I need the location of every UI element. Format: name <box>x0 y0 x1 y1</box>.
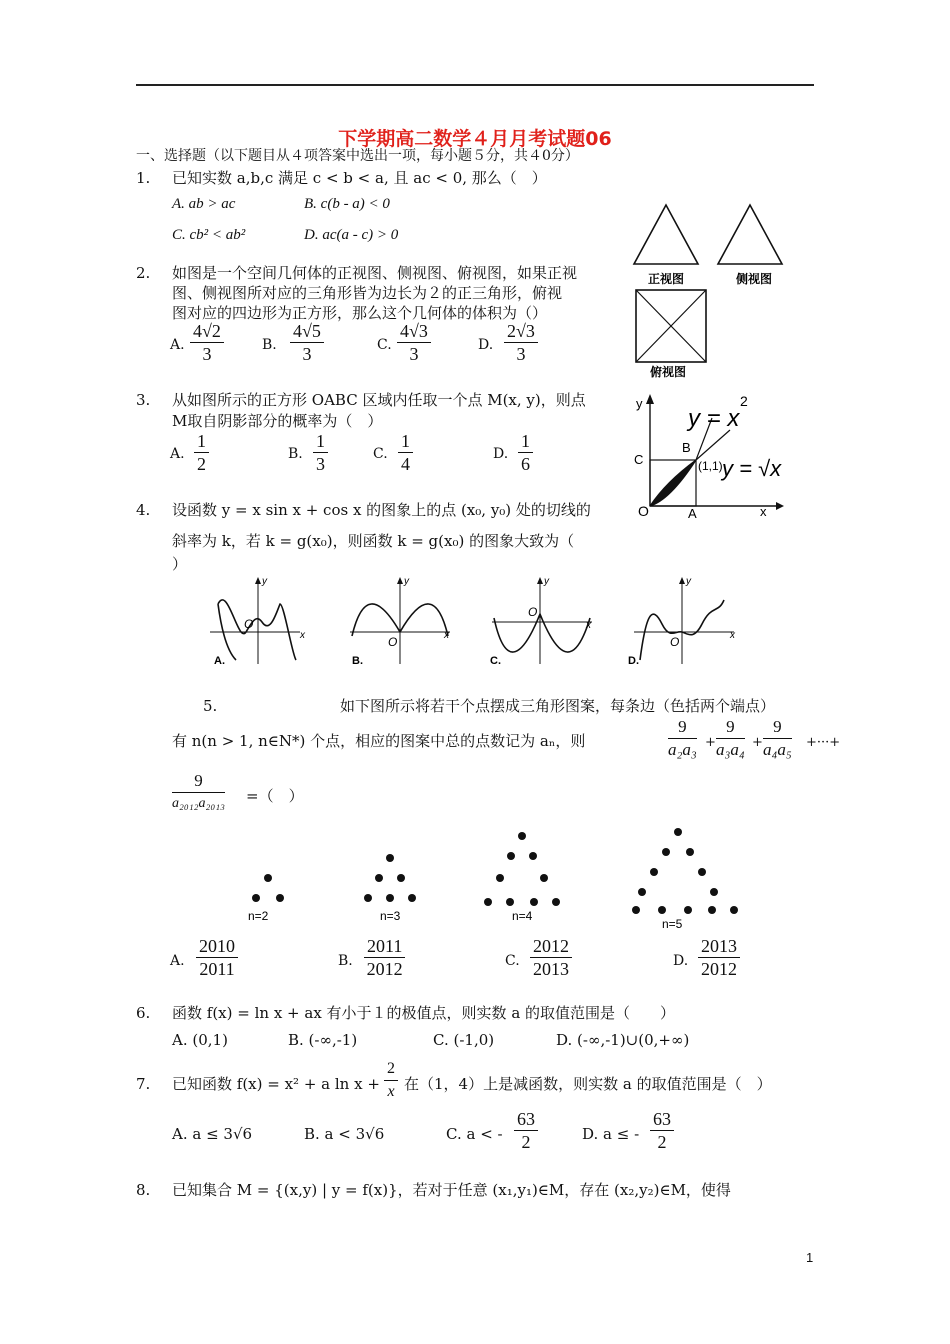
triangle-n3 <box>364 854 416 902</box>
fraction-denominator: 3 <box>516 344 526 364</box>
axis-y-label: y <box>404 576 409 587</box>
q7-option-c-label: C. a < - <box>446 1125 503 1143</box>
fraction-numerator: 4√5 <box>290 320 324 343</box>
fraction-numerator: 2√3 <box>504 320 538 343</box>
fraction-denominator: 2012 <box>701 959 737 979</box>
q2-option-a-fraction <box>190 320 224 365</box>
front-view-label: 正视图 <box>648 272 685 286</box>
origin-label: O <box>244 617 254 631</box>
q6-option-a: A. (0,1) <box>172 1031 228 1049</box>
axis-y-label: y <box>686 576 691 587</box>
q5-sum-term-2 <box>716 716 745 761</box>
fraction-numerator: 2013 <box>698 935 740 958</box>
q5-option-d-fraction <box>698 935 740 980</box>
q5-option-c-label: C. <box>505 953 520 969</box>
q2-option-b-label: B. <box>262 337 277 353</box>
origin-label: O <box>670 635 680 649</box>
q3-option-a-fraction <box>194 430 209 475</box>
q1-stem: 已知实数 a,b,c 满足 c < b < a, 且 ac < 0, 那么（ ） <box>172 169 547 187</box>
curve-sqrt-x-label: y = √x <box>722 456 782 481</box>
q1-number: 1. <box>136 169 151 187</box>
fraction-denominator: a₂a₃ <box>668 740 697 759</box>
axis-x-label: x <box>444 630 449 641</box>
graph-d-label: D. <box>628 655 639 667</box>
q3-region-figure <box>626 382 796 522</box>
axis-y-label: y <box>544 576 549 587</box>
q1-option-b: B. c(b - a) < 0 <box>304 196 390 212</box>
origin-label: O <box>638 503 649 519</box>
q8-stem: 已知集合 M = {(x,y) | y = f(x)}，若对于任意 (x₁,y₁)∈M，存在 (x₂,y₂)∈M，使得 <box>172 1181 731 1199</box>
fraction-numerator: 1 <box>398 430 413 453</box>
fraction-denominator: a₃a₄ <box>716 740 745 759</box>
q5-last-tail: =（ ） <box>246 787 304 805</box>
shaded-region <box>650 460 696 506</box>
q7-number: 7. <box>136 1075 151 1093</box>
q7-option-c-fraction <box>514 1108 538 1153</box>
q2-option-c-fraction <box>397 320 431 365</box>
fraction-numerator: 2 <box>384 1058 398 1081</box>
page-number: 1 <box>806 1250 814 1265</box>
q5-stem-line1: 如下图所示将若干个点摆成三角形图案，每条边（色括两个端点） <box>340 697 776 715</box>
q5-last-term <box>172 770 225 815</box>
q2-option-b-fraction <box>290 320 324 365</box>
q4-stem-line3: ） <box>172 555 188 573</box>
q3-stem-line2: M取自阴影部分的概率为（ ） <box>172 412 383 430</box>
q2-option-d-label: D. <box>478 337 494 353</box>
q5-sum-term-1 <box>668 716 697 761</box>
q3-option-b-fraction <box>313 430 328 475</box>
q2-option-a-label: A. <box>170 337 185 353</box>
q7-option-b: B. a < 3√6 <box>304 1125 385 1143</box>
fraction-numerator: 2012 <box>530 935 572 958</box>
point-a-label: A <box>688 506 697 521</box>
q6-option-b: B. (-∞,-1) <box>288 1031 358 1049</box>
q2-option-c-label: C. <box>377 337 392 353</box>
fraction-numerator: 63 <box>514 1108 538 1131</box>
fraction-denominator: 2 <box>197 454 206 474</box>
triangle-n4-label: n=4 <box>512 909 533 923</box>
q4-stem-line1: 设函数 y = x sin x + cos x 的图象上的点 (x₀, y₀) 处的切线的 <box>172 501 591 519</box>
triangle-n3-label: n=3 <box>380 909 401 923</box>
q8-number: 8. <box>136 1181 151 1199</box>
x-axis-label: x <box>760 504 767 519</box>
q5-option-a-fraction <box>196 935 238 980</box>
q4-graph-c <box>490 576 592 667</box>
axis-x-label: x <box>586 620 591 631</box>
y-axis-label: y <box>636 396 643 411</box>
q3-stem-line1: 从如图所示的正方形 OABC 区域内任取一个点 M(x, y)，则点 <box>172 391 586 409</box>
q7-option-d-label: D. a ≤ - <box>582 1125 640 1143</box>
fraction-numerator: 9 <box>172 770 225 793</box>
fraction-denominator: 2012 <box>366 959 403 979</box>
triangle-n5 <box>632 828 738 914</box>
q3-option-d-label: D. <box>493 446 509 462</box>
q5-number: 5. <box>203 697 218 715</box>
fraction-denominator: 3 <box>202 344 212 364</box>
fraction-denominator: 3 <box>316 454 325 474</box>
axis-x-label: x <box>730 630 735 641</box>
fraction-numerator: 4√3 <box>397 320 431 343</box>
x-axis-arrow <box>776 502 784 510</box>
fraction-denominator: 2 <box>521 1132 531 1152</box>
q3-option-c-fraction <box>398 430 413 475</box>
q6-number: 6. <box>136 1004 151 1022</box>
section-heading: 一、选择题（以下题目从４项答案中选出一项，每小题５分，共４0分） <box>136 148 579 164</box>
q5-option-b-fraction <box>364 935 405 980</box>
q7-option-a: A. a ≤ 3√6 <box>172 1125 253 1143</box>
q6-option-c: C. (-1,0) <box>433 1031 495 1049</box>
origin-label: O <box>528 605 538 619</box>
q2-number: 2. <box>136 264 151 282</box>
triangle-n2 <box>252 874 284 902</box>
triangle-n2-label: n=2 <box>248 909 269 923</box>
fraction-denominator: x <box>387 1083 395 1100</box>
y-axis-arrow <box>646 394 654 404</box>
fraction-denominator: 6 <box>521 454 530 474</box>
fraction-numerator: 9 <box>668 716 697 739</box>
fraction-numerator: 2011 <box>364 935 405 958</box>
q3-option-c-label: C. <box>373 446 388 462</box>
q1-option-a: A. ab > ac <box>172 196 236 212</box>
q2-option-d-fraction <box>504 320 538 365</box>
plus-sign: + <box>705 735 716 750</box>
q5-dot-triangles <box>236 822 756 932</box>
q3-number: 3. <box>136 391 151 409</box>
fraction-numerator: 4√2 <box>190 320 224 343</box>
q1-option-d: D. ac(a - c) > 0 <box>304 227 399 243</box>
fraction-numerator: 1 <box>518 430 533 453</box>
q5-option-a-label: A. <box>170 953 185 969</box>
graph-b-label: B. <box>352 655 363 667</box>
q2-stem-line2: 图、侧视图所对应的三角形皆为边长为２的正三角形，俯视 <box>172 284 563 302</box>
q4-graph-b <box>350 576 450 667</box>
q5-stem-line2: 有 n(n > 1, n∈N*) 个点，相应的图案中总的点数记为 aₙ，则 <box>172 732 586 750</box>
fraction-numerator: 9 <box>763 716 792 739</box>
q3-option-d-fraction <box>518 430 533 475</box>
q7-stem-part2: 在（1，4）上是减函数，则实数 a 的取值范围是（ ） <box>404 1075 772 1093</box>
q7-stem-part1: 已知函数 f(x) = x² + a ln x + <box>172 1075 380 1093</box>
fraction-numerator: 2010 <box>196 935 238 958</box>
fraction-denominator: 4 <box>401 454 410 474</box>
side-view-triangle <box>718 205 782 264</box>
q5-sum-term-3 <box>763 716 792 761</box>
q7-stem-fraction <box>384 1058 398 1103</box>
triangle-n5-label: n=5 <box>662 917 683 931</box>
graph-c-label: C. <box>490 655 501 667</box>
curve-x-squared-label: y = x <box>688 405 740 432</box>
q1-option-c: C. cb² < ab² <box>172 227 246 243</box>
point-c-label: C <box>634 452 644 467</box>
q4-number: 4. <box>136 501 151 519</box>
front-view-triangle <box>634 205 698 264</box>
header-rule <box>136 84 814 86</box>
q5-option-b-label: B. <box>338 953 353 969</box>
q6-option-d: D. (-∞,-1)∪(0,+∞) <box>556 1031 690 1049</box>
q2-stem-line3: 图对应的四边形为正方形，那么这个几何体的体积为（） <box>172 304 548 322</box>
q4-graph-options <box>200 574 760 674</box>
fraction-denominator: 2011 <box>199 959 235 979</box>
fraction-denominator: 2013 <box>533 959 569 979</box>
q4-graph-a <box>210 576 306 667</box>
q2-three-view-figure <box>628 200 788 380</box>
side-view-label: 侧视图 <box>736 272 773 286</box>
fraction-denominator: 2 <box>657 1132 667 1152</box>
q4-graph-d <box>628 576 736 667</box>
q5-option-c-fraction <box>530 935 572 980</box>
q3-option-b-label: B. <box>288 446 303 462</box>
q6-stem: 函数 f(x) = ln x + ax 有小于１的极值点，则实数 a 的取值范围是（ ） <box>172 1004 676 1022</box>
graph-a-label: A. <box>214 655 225 667</box>
fraction-numerator: 9 <box>716 716 745 739</box>
q2-stem-line1: 如图是一个空间几何体的正视图、侧视图、俯视图，如果正视 <box>172 264 578 282</box>
q3-option-a-label: A. <box>170 446 185 462</box>
fraction-denominator: 3 <box>409 344 419 364</box>
triangle-n4 <box>484 832 560 906</box>
q5-sum-ellipsis: +···+ <box>806 735 841 750</box>
axis-x-label: x <box>300 630 305 641</box>
fraction-numerator: 1 <box>194 430 209 453</box>
curve-x-squared-exponent: 2 <box>740 393 748 409</box>
fraction-numerator: 1 <box>313 430 328 453</box>
axis-y-label: y <box>262 576 267 587</box>
fraction-denominator: a₄a₅ <box>763 740 792 759</box>
origin-label: O <box>388 635 398 649</box>
q4-stem-line2: 斜率为 k，若 k = g(x₀)，则函数 k = g(x₀) 的图象大致为（ <box>172 532 575 550</box>
q7-option-d-fraction <box>650 1108 674 1153</box>
top-view-label: 俯视图 <box>650 365 687 379</box>
fraction-denominator: a₂₀₁₂a₂₀₁₃ <box>172 796 225 811</box>
plus-sign: + <box>752 735 763 750</box>
q5-option-d-label: D. <box>673 953 689 969</box>
page-title: 下学期高二数学４月月考试题06 <box>338 128 612 150</box>
fraction-numerator: 63 <box>650 1108 674 1131</box>
point-one-one-label: (1,1) <box>698 459 723 473</box>
fraction-denominator: 3 <box>302 344 312 364</box>
point-b-label: B <box>682 440 691 455</box>
